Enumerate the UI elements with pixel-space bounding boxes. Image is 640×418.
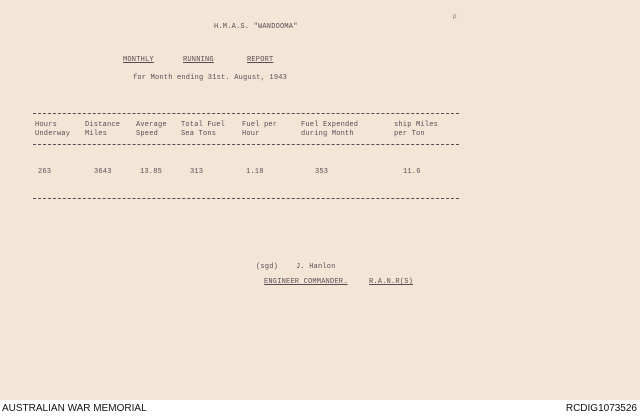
column-header: Average Speed xyxy=(136,121,167,138)
column-header: Hours Underway xyxy=(35,121,71,138)
table-cell-speed: 13.85 xyxy=(140,168,163,176)
table-cell-miles-per-ton: 11.6 xyxy=(403,168,421,176)
archive-id: RCDIG1073526 xyxy=(565,403,637,414)
column-header: ship Miles per Ton xyxy=(394,121,439,138)
table-cell-hours: 263 xyxy=(38,168,52,176)
table-top-rule xyxy=(33,113,459,114)
column-header: Fuel Expended during Month xyxy=(301,121,359,138)
report-title-word-2: RUNNING xyxy=(183,56,214,64)
page-mark: p xyxy=(453,13,457,20)
table-cell-total-fuel: 313 xyxy=(190,168,204,176)
signature-service: R.A.N.R(S) xyxy=(369,278,414,286)
column-header: Distance Miles xyxy=(85,121,121,138)
header-rule xyxy=(33,144,459,145)
column-header: Fuel per Hour xyxy=(242,121,278,138)
table-cell-fuel-per-hour: 1.18 xyxy=(246,168,264,176)
signature-sgd: (sgd) xyxy=(256,263,279,271)
signature-rank: ENGINEER COMMANDER. xyxy=(264,278,348,286)
report-title-word-3: REPORT xyxy=(247,56,274,64)
archive-credit: AUSTRALIAN WAR MEMORIAL xyxy=(2,403,147,414)
table-cell-fuel-expended: 353 xyxy=(315,168,329,176)
signature-name: J. Hanlon xyxy=(296,263,336,271)
table-cell-distance: 3643 xyxy=(94,168,112,176)
column-header: Total Fuel Sea Tons xyxy=(181,121,226,138)
report-subtitle: for Month ending 31st. August, 1943 xyxy=(133,74,288,82)
report-title-word-1: MONTHLY xyxy=(123,56,154,64)
ship-heading: H.M.A.S. "WANDOOMA" xyxy=(214,23,298,31)
table-bottom-rule xyxy=(33,198,459,199)
